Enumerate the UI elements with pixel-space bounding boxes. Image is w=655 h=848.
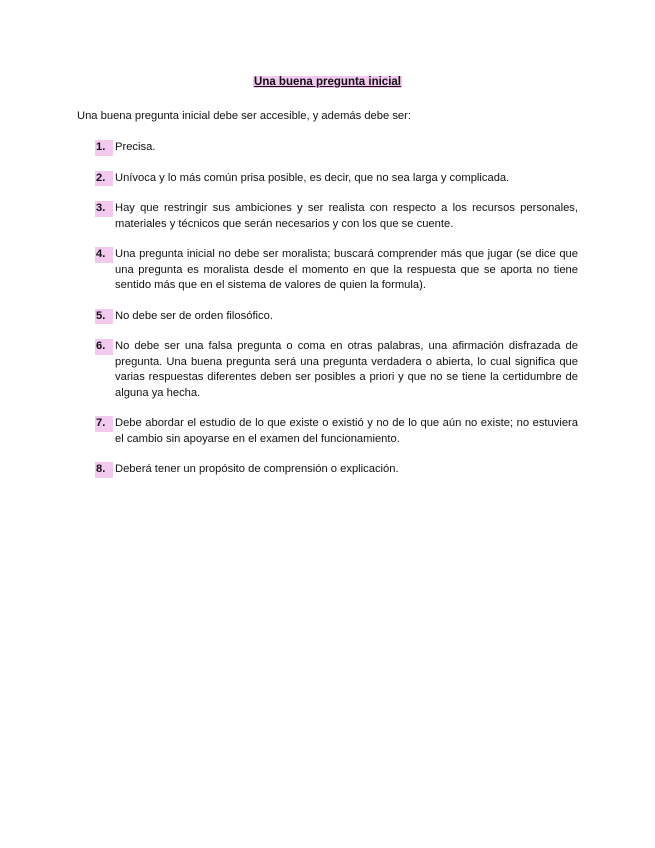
page-title xyxy=(0,76,655,88)
list-item xyxy=(95,416,578,447)
list-item-number: 4. xyxy=(95,247,113,263)
list-item xyxy=(95,339,578,401)
list-item-text: Debe abordar el estudio de lo que existe o existió y no de lo que aún no existe; no estuviera el cambio sin apoyarse en el examen del funcionamiento. xyxy=(115,417,578,445)
list-item-number: 8. xyxy=(95,462,113,478)
list-item-text: No debe ser de orden filosófico. xyxy=(115,309,273,322)
list-item-number: 6. xyxy=(95,339,113,355)
page-title-text: Una buena pregunta inicial xyxy=(254,76,401,88)
list-item-number: 7. xyxy=(95,416,113,432)
intro-paragraph: Una buena pregunta inicial debe ser accesible, y además debe ser: xyxy=(77,110,411,122)
list-item xyxy=(95,247,578,294)
list-item-text: Deberá tener un propósito de comprensión o explicación. xyxy=(115,463,399,475)
list-item-number: 1. xyxy=(95,140,113,156)
list-item xyxy=(95,171,578,187)
list-item-text: Precisa. xyxy=(115,141,156,153)
list-item-number: 3. xyxy=(95,201,113,217)
list-item-text: No debe ser una falsa pregunta o coma en otras palabras, una afirmación disfrazada de pregunta. Una buena pregunta será una pregunta verdadera o abierta, lo cual significa que varias respuestas diferentes deben ser posibles a priori y que no se tiene la certidumbre de alguna ya hecha. xyxy=(115,340,578,399)
list-item-number: 2. xyxy=(95,171,113,187)
list-item xyxy=(95,309,578,325)
list-item-text: Hay que restringir sus ambiciones y ser realista con respecto a los recursos personales, materiales y técnicos que serán necesarios y con los que se cuente. xyxy=(115,202,578,230)
list-item-number: 5. xyxy=(95,309,113,325)
list-item xyxy=(95,462,578,478)
list-item xyxy=(95,140,578,156)
criteria-list xyxy=(95,140,578,493)
list-item-text: Unívoca y lo más común prisa posible, es decir, que no sea larga y complicada. xyxy=(115,171,510,184)
list-item-text: Una pregunta inicial no debe ser moralista; buscará comprender más que jugar (se dice que una pregunta es moralista desde el momento en que la respuesta que se aporta no tiene sentido más que en el sistema de valores de quien la formula). xyxy=(115,248,578,291)
list-item xyxy=(95,201,578,232)
